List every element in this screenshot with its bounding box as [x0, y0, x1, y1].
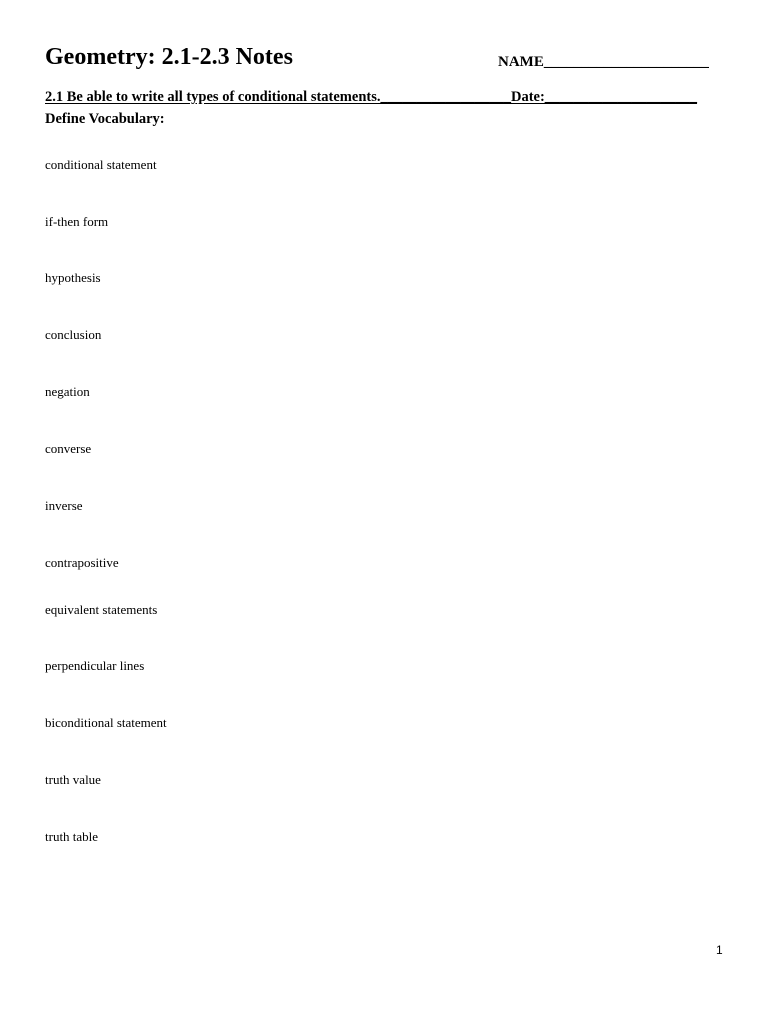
vocab-term: hypothesis	[45, 270, 101, 285]
vocab-term: inverse	[45, 498, 83, 513]
vocab-term: conditional statement	[45, 157, 157, 172]
vocab-term: perpendicular lines	[45, 658, 145, 673]
vocab-term: equivalent statements	[45, 602, 158, 617]
page-number: 1	[716, 943, 723, 957]
vocab-term: negation	[45, 384, 90, 399]
vocab-term: if-then form	[45, 214, 109, 229]
vocab-term: contrapositive	[45, 555, 119, 570]
vocab-term: converse	[45, 441, 92, 456]
page-title: Geometry: 2.1-2.3 Notes	[45, 44, 293, 70]
name-field-label: NAME______________________	[498, 54, 709, 70]
section-heading: 2.1 Be able to write all types of conditional statements.__________________Date:_____________________	[45, 89, 698, 105]
vocab-term: biconditional statement	[45, 715, 167, 730]
vocab-term: truth table	[45, 829, 99, 844]
vocabulary-heading: Define Vocabulary:	[45, 111, 165, 127]
vocab-term: conclusion	[45, 327, 102, 342]
vocab-term: truth value	[45, 772, 101, 787]
